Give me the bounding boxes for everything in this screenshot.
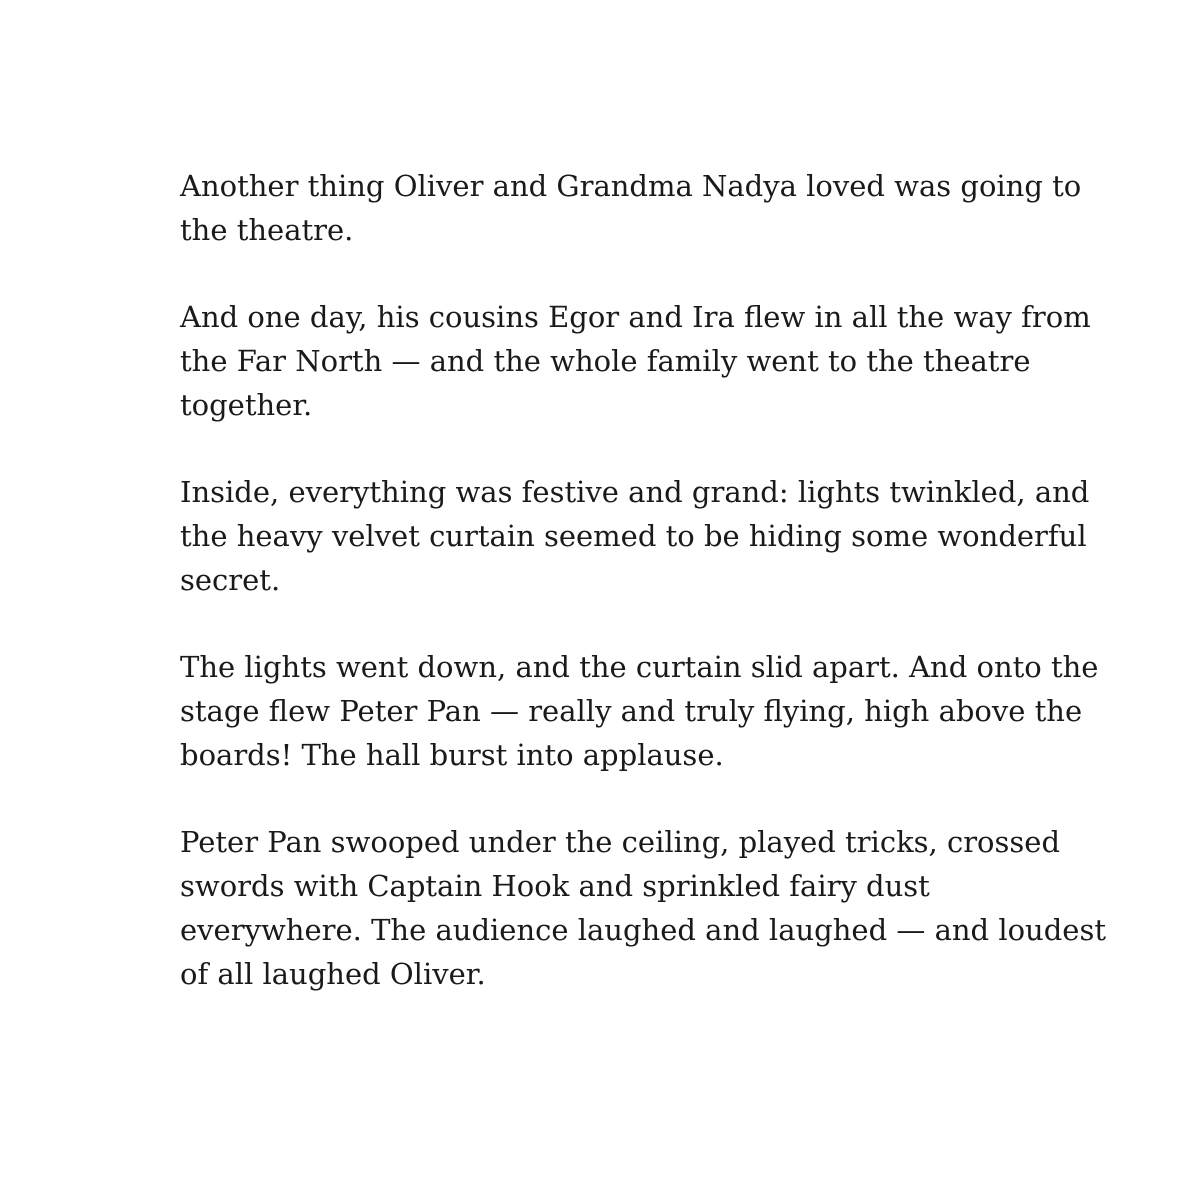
text-line: Peter Pan swooped under the ceiling, played tricks, crossed xyxy=(180,825,1061,859)
text-line: The lights went down, and the curtain slid apart. And onto the xyxy=(180,650,1099,684)
story-text xyxy=(180,164,1106,1039)
text-line: swords with Captain Hook and sprinkled fairy dust xyxy=(180,869,930,903)
text-line: the theatre. xyxy=(180,213,354,247)
text-line: stage flew Peter Pan — really and truly flying, high above the xyxy=(180,694,1083,728)
text-line: together. xyxy=(180,388,313,422)
text-line: boards! The hall burst into applause. xyxy=(180,738,724,772)
text-line: And one day, his cousins Egor and Ira flew in all the way from xyxy=(180,300,1091,334)
paragraph-5 xyxy=(180,820,1106,996)
text-line: the Far North — and the whole family went to the theatre xyxy=(180,344,1031,378)
text-line: Inside, everything was festive and grand: lights twinkled, and xyxy=(180,475,1090,509)
paragraph-3 xyxy=(180,470,1090,602)
paragraph-2 xyxy=(180,295,1091,427)
text-line: secret. xyxy=(180,563,281,597)
paragraph-1 xyxy=(180,164,1080,252)
paragraph-4 xyxy=(180,645,1099,777)
text-line: of all laughed Oliver. xyxy=(180,957,486,991)
text-line: everywhere. The audience laughed and laughed — and loudest xyxy=(180,913,1106,947)
text-line: Another thing Oliver and Grandma Nadya loved was going to xyxy=(180,169,1082,203)
text-line: the heavy velvet curtain seemed to be hiding some wonderful xyxy=(180,519,1087,553)
